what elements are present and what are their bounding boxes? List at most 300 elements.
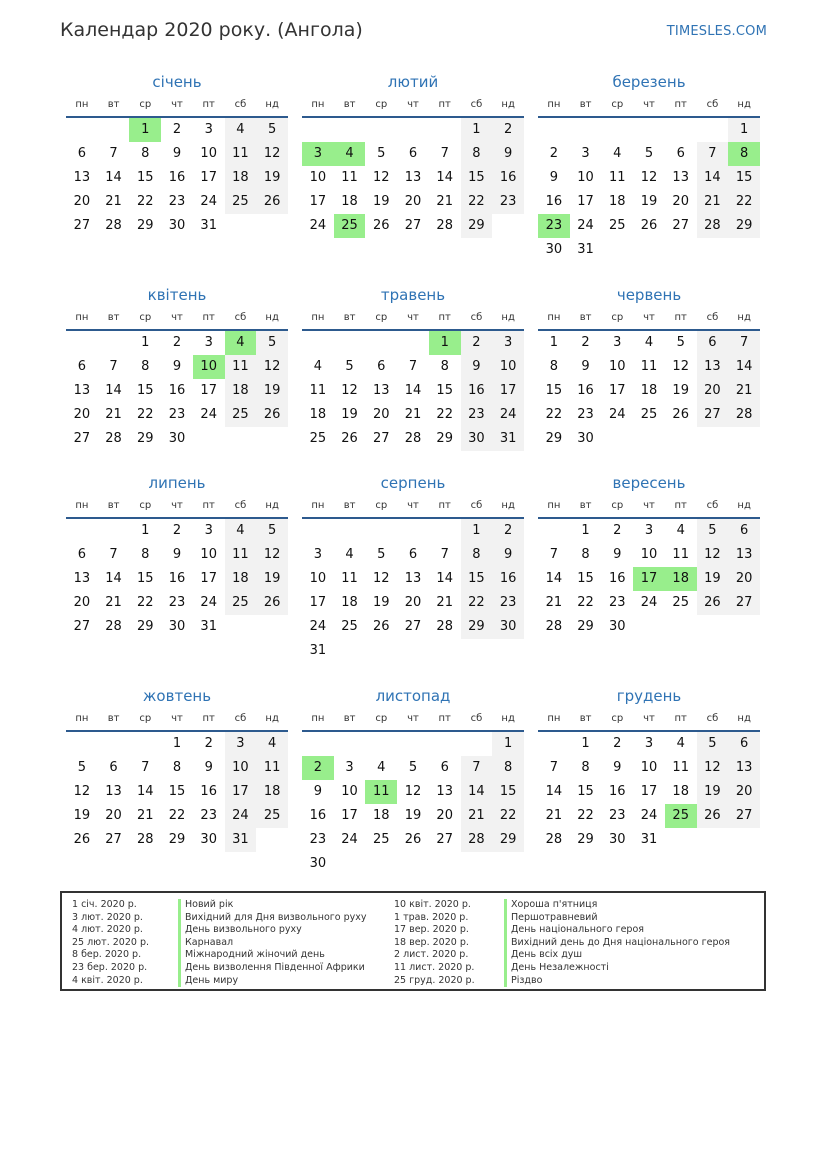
day-cell: 31 (200, 218, 217, 233)
day-cell: 19 (697, 567, 729, 591)
day-cell: 30 (168, 431, 186, 446)
day-cell: 14 (105, 571, 122, 586)
day-cell: 4 (225, 118, 257, 142)
day-cell: 2 (461, 331, 493, 355)
legend-holiday-name: Різдво (504, 975, 764, 988)
day-cell: 9 (172, 547, 182, 562)
day-cell: 9 (613, 547, 622, 562)
day-cell: 19 (341, 407, 358, 422)
day-cell: 21 (404, 407, 422, 422)
day-cell: 3 (613, 335, 622, 350)
day-cell: 10 (225, 756, 257, 780)
day-cell: 5 (697, 732, 729, 756)
day-cell: 31 (225, 828, 257, 852)
day-cell: 15 (577, 571, 594, 586)
day-cell: 14 (105, 170, 122, 185)
day-cell: 28 (461, 828, 493, 852)
day-cell: 31 (309, 643, 327, 658)
day-cell: 7 (728, 331, 760, 355)
weekday-label: сб (706, 99, 719, 110)
month-block (302, 283, 524, 471)
day-cell: 20 (73, 407, 91, 422)
legend-date: 1 січ. 2020 р. (72, 899, 137, 910)
weekday-label: пн (311, 713, 325, 724)
days-grid (302, 732, 524, 876)
day-cell: 22 (461, 190, 493, 214)
weekday-label: нд (265, 312, 279, 323)
day-cell: 14 (105, 383, 122, 398)
day-cell: 12 (373, 571, 390, 586)
day-cell: 12 (256, 142, 288, 166)
day-cell: 14 (697, 166, 729, 190)
month-block (538, 684, 760, 876)
day-cell: 16 (309, 808, 327, 823)
holiday-day-cell: 23 (538, 214, 570, 238)
empty-cell (397, 118, 429, 142)
day-cell: 26 (640, 218, 658, 233)
day-cell: 8 (141, 359, 150, 374)
day-cell: 6 (77, 359, 86, 374)
day-cell: 7 (440, 547, 449, 562)
day-cell: 13 (436, 784, 453, 799)
weekday-label: ср (611, 713, 624, 724)
day-cell: 12 (256, 355, 288, 379)
day-cell: 26 (672, 407, 689, 422)
legend-date: 1 трав. 2020 р. (394, 911, 469, 923)
day-cell: 8 (461, 142, 493, 166)
holiday-day-cell: 3 (302, 142, 334, 166)
day-cell: 1 (141, 523, 150, 538)
day-cell: 10 (200, 146, 217, 161)
day-cell: 23 (168, 595, 186, 610)
day-cell: 25 (309, 431, 327, 446)
weekday-header (66, 307, 288, 331)
day-cell: 2 (581, 335, 590, 350)
legend-date: 4 лют. 2020 р. (72, 924, 143, 936)
empty-cell (538, 118, 570, 142)
day-cell: 18 (640, 383, 658, 398)
day-cell: 20 (436, 808, 453, 823)
day-cell: 21 (728, 379, 760, 403)
weekday-label: вт (107, 99, 120, 110)
day-cell: 20 (728, 780, 760, 804)
day-cell: 13 (73, 383, 91, 398)
day-cell: 27 (73, 431, 91, 446)
day-cell: 7 (549, 547, 558, 562)
day-cell: 15 (577, 784, 594, 799)
legend-date: 8 бер. 2020 р. (72, 949, 142, 961)
weekday-label: пн (547, 99, 561, 110)
weekday-label: ср (611, 312, 624, 323)
month-name: грудень (616, 687, 682, 705)
empty-cell (98, 732, 130, 756)
weekday-label: чт (171, 99, 183, 110)
day-cell: 13 (373, 383, 390, 398)
day-cell: 16 (461, 379, 493, 403)
day-cell: 25 (640, 407, 658, 422)
day-cell: 21 (436, 595, 453, 610)
day-cell: 27 (728, 591, 760, 615)
day-cell: 27 (697, 403, 729, 427)
day-cell: 17 (309, 595, 327, 610)
day-cell: 9 (172, 359, 182, 374)
day-cell: 2 (204, 736, 213, 751)
day-cell: 16 (168, 571, 186, 586)
day-cell: 16 (609, 571, 626, 586)
day-cell: 29 (492, 828, 524, 852)
day-cell: 31 (492, 427, 524, 451)
day-cell: 26 (404, 832, 422, 847)
day-cell: 30 (577, 431, 594, 446)
day-cell: 4 (613, 146, 622, 161)
day-cell: 2 (549, 146, 558, 161)
day-cell: 10 (200, 547, 217, 562)
day-cell: 14 (461, 780, 493, 804)
empty-cell (334, 732, 366, 756)
day-cell: 24 (200, 595, 217, 610)
weekday-label: сб (470, 99, 483, 110)
day-cell: 10 (640, 760, 658, 775)
day-cell: 7 (461, 756, 493, 780)
day-cell: 14 (436, 170, 453, 185)
day-cell: 14 (137, 784, 154, 799)
day-cell: 18 (225, 166, 257, 190)
day-cell: 20 (73, 194, 91, 209)
weekday-label: пн (75, 713, 89, 724)
day-cell: 28 (545, 832, 563, 847)
legend-holiday-name: День визвольного руху (178, 924, 388, 937)
day-cell: 24 (492, 403, 524, 427)
empty-cell (334, 519, 366, 543)
day-cell: 16 (577, 383, 594, 398)
legend-holiday-name: Вихідний для Дня визвольного руху (178, 912, 388, 925)
day-cell: 23 (492, 591, 524, 615)
day-cell: 1 (728, 118, 760, 142)
brand-link[interactable]: TIMESLES.COM (666, 24, 767, 39)
day-cell: 2 (172, 335, 182, 350)
day-cell: 3 (644, 736, 654, 751)
day-cell: 14 (545, 784, 563, 799)
day-cell: 18 (256, 780, 288, 804)
day-cell: 4 (313, 359, 322, 374)
day-cell: 13 (73, 571, 91, 586)
day-cell: 5 (377, 146, 386, 161)
day-cell: 25 (373, 832, 390, 847)
day-cell: 26 (697, 591, 729, 615)
weekday-header (538, 708, 760, 732)
weekday-label: пт (438, 312, 451, 323)
day-cell: 28 (105, 431, 122, 446)
day-cell: 11 (640, 359, 658, 374)
weekday-label: чт (407, 713, 419, 724)
weekday-label: ср (139, 500, 152, 511)
day-cell: 16 (168, 383, 186, 398)
day-cell: 22 (492, 804, 524, 828)
day-cell: 11 (225, 142, 257, 166)
day-cell: 22 (461, 591, 493, 615)
weekday-label: пт (202, 500, 215, 511)
empty-cell (66, 331, 98, 355)
month-block (66, 70, 288, 283)
day-cell: 15 (545, 383, 563, 398)
day-cell: 26 (373, 218, 390, 233)
day-cell: 21 (697, 190, 729, 214)
day-cell: 29 (137, 619, 154, 634)
day-cell: 18 (309, 407, 327, 422)
legend-holiday-name: День національного героя (504, 924, 764, 937)
weekday-label: вт (343, 99, 356, 110)
weekday-label: пн (547, 713, 561, 724)
weekday-header (538, 94, 760, 118)
day-cell: 26 (373, 619, 390, 634)
day-cell: 25 (341, 619, 358, 634)
weekday-label: пн (75, 500, 89, 511)
weekday-label: нд (737, 500, 751, 511)
legend-date: 10 квіт. 2020 р. (394, 899, 471, 910)
day-cell: 3 (204, 122, 213, 137)
weekday-label: ср (375, 713, 388, 724)
empty-cell (66, 732, 98, 756)
day-cell: 18 (341, 194, 358, 209)
day-cell: 10 (341, 784, 358, 799)
day-cell: 8 (549, 359, 558, 374)
month-block (538, 283, 760, 471)
day-cell: 30 (492, 615, 524, 639)
day-cell: 26 (256, 403, 288, 427)
day-cell: 6 (377, 359, 386, 374)
empty-cell (365, 732, 397, 756)
day-cell: 18 (225, 379, 257, 403)
day-cell: 17 (200, 383, 217, 398)
month-block (302, 70, 524, 283)
weekday-header (302, 708, 524, 732)
legend-dates-right (394, 899, 494, 987)
legend-date: 17 вер. 2020 р. (394, 924, 469, 936)
day-cell: 1 (172, 736, 182, 751)
day-cell: 12 (373, 170, 390, 185)
day-cell: 18 (672, 784, 689, 799)
weekday-label: сб (234, 99, 247, 110)
day-cell: 8 (581, 760, 590, 775)
day-cell: 5 (256, 519, 288, 543)
day-cell: 8 (581, 547, 590, 562)
day-cell: 4 (644, 335, 654, 350)
day-cell: 10 (309, 170, 327, 185)
weekday-label: нд (737, 99, 751, 110)
day-cell: 28 (436, 619, 453, 634)
weekday-header (66, 495, 288, 519)
day-cell: 25 (609, 218, 626, 233)
day-cell: 15 (436, 383, 453, 398)
weekday-label: сб (470, 500, 483, 511)
legend-names-left (178, 899, 388, 987)
day-cell: 28 (728, 403, 760, 427)
day-cell: 5 (345, 359, 354, 374)
day-cell: 21 (545, 808, 563, 823)
month-block (66, 684, 288, 876)
day-cell: 22 (545, 407, 563, 422)
legend-date: 23 бер. 2020 р. (72, 961, 148, 973)
day-cell: 21 (137, 808, 154, 823)
day-cell: 10 (640, 547, 658, 562)
days-grid (538, 519, 760, 639)
empty-cell (66, 519, 98, 543)
weekday-label: пт (438, 500, 451, 511)
month-name: січень (152, 73, 202, 91)
day-cell: 17 (341, 808, 358, 823)
day-cell: 30 (309, 856, 327, 871)
weekday-label: чт (171, 312, 183, 323)
day-cell: 15 (137, 383, 154, 398)
empty-cell (98, 519, 130, 543)
day-cell: 14 (545, 571, 563, 586)
day-cell: 23 (577, 407, 594, 422)
day-cell: 13 (73, 170, 91, 185)
day-cell: 11 (609, 170, 626, 185)
day-cell: 4 (345, 547, 354, 562)
day-cell: 25 (225, 403, 257, 427)
page-title: Календар 2020 року. (Ангола) (60, 19, 363, 41)
day-cell: 4 (676, 523, 685, 538)
day-cell: 9 (492, 142, 524, 166)
weekday-label: нд (737, 713, 751, 724)
weekday-label: пт (674, 312, 687, 323)
day-cell: 6 (109, 760, 118, 775)
weekday-label: пн (75, 312, 89, 323)
day-cell: 13 (728, 543, 760, 567)
day-cell: 12 (697, 756, 729, 780)
month-name: березень (612, 73, 686, 91)
month-name: серпень (380, 474, 446, 492)
day-cell: 3 (225, 732, 257, 756)
weekday-label: сб (234, 312, 247, 323)
weekday-label: чт (171, 500, 183, 511)
day-cell: 15 (137, 170, 154, 185)
day-cell: 28 (105, 218, 122, 233)
weekday-label: пт (674, 500, 687, 511)
weekday-label: вт (579, 713, 592, 724)
holiday-day-cell: 25 (334, 214, 366, 238)
weekday-header (302, 94, 524, 118)
weekday-label: пн (547, 312, 561, 323)
day-cell: 9 (492, 543, 524, 567)
weekday-label: вт (107, 500, 120, 511)
day-cell: 20 (404, 194, 422, 209)
empty-cell (397, 331, 429, 355)
day-cell: 11 (225, 355, 257, 379)
day-cell: 3 (644, 523, 654, 538)
day-cell: 9 (581, 359, 590, 374)
day-cell: 30 (545, 242, 563, 257)
weekday-label: чт (643, 312, 655, 323)
weekday-label: нд (501, 312, 515, 323)
month-name: липень (148, 474, 206, 492)
day-cell: 23 (309, 832, 327, 847)
day-cell: 7 (109, 146, 118, 161)
day-cell: 29 (461, 214, 493, 238)
day-cell: 12 (341, 383, 358, 398)
holiday-legend (60, 891, 766, 991)
legend-date: 2 лист. 2020 р. (394, 949, 469, 961)
day-cell: 15 (492, 780, 524, 804)
day-cell: 16 (492, 166, 524, 190)
weekday-label: вт (579, 312, 592, 323)
day-cell: 17 (609, 383, 626, 398)
day-cell: 22 (137, 595, 154, 610)
month-block (302, 684, 524, 876)
day-cell: 19 (404, 808, 422, 823)
day-cell: 29 (461, 615, 493, 639)
day-cell: 11 (309, 383, 327, 398)
day-cell: 7 (440, 146, 449, 161)
day-cell: 6 (77, 146, 86, 161)
holiday-day-cell: 17 (633, 567, 665, 591)
day-cell: 5 (408, 760, 418, 775)
day-cell: 23 (609, 808, 626, 823)
day-cell: 23 (200, 808, 217, 823)
day-cell: 3 (345, 760, 354, 775)
empty-cell (302, 118, 334, 142)
holiday-day-cell: 10 (193, 355, 225, 379)
day-cell: 21 (545, 595, 563, 610)
days-grid (538, 732, 760, 852)
day-cell: 22 (137, 407, 154, 422)
day-cell: 20 (697, 379, 729, 403)
weekday-label: чт (171, 713, 183, 724)
month-name: травень (380, 286, 446, 304)
day-cell: 23 (168, 194, 186, 209)
day-cell: 28 (105, 619, 122, 634)
day-cell: 24 (577, 218, 594, 233)
legend-holiday-name: День миру (178, 975, 388, 988)
day-cell: 2 (492, 519, 524, 543)
day-cell: 20 (373, 407, 390, 422)
day-cell: 11 (256, 756, 288, 780)
weekday-label: чт (407, 99, 419, 110)
legend-date: 11 лист. 2020 р. (394, 961, 475, 973)
day-cell: 15 (728, 166, 760, 190)
day-cell: 29 (137, 431, 154, 446)
day-cell: 2 (613, 523, 622, 538)
day-cell: 1 (461, 519, 493, 543)
day-cell: 21 (105, 407, 122, 422)
day-cell: 17 (225, 780, 257, 804)
legend-holiday-name: День визволення Південної Африки (178, 962, 388, 975)
day-cell: 5 (697, 519, 729, 543)
empty-cell (365, 331, 397, 355)
day-cell: 7 (549, 760, 558, 775)
day-cell: 25 (225, 190, 257, 214)
day-cell: 12 (672, 359, 689, 374)
weekday-label: нд (501, 500, 515, 511)
day-cell: 29 (577, 832, 594, 847)
day-cell: 22 (728, 190, 760, 214)
day-cell: 1 (581, 523, 590, 538)
weekday-label: пн (547, 500, 561, 511)
day-cell: 12 (404, 784, 422, 799)
empty-cell (429, 732, 461, 756)
day-cell: 25 (672, 595, 689, 610)
day-cell: 14 (728, 355, 760, 379)
month-block (66, 283, 288, 471)
weekday-label: вт (343, 312, 356, 323)
legend-holiday-name: Вихідний день до Дня національного героя (504, 937, 764, 950)
days-grid (302, 519, 524, 663)
day-cell: 17 (640, 784, 658, 799)
day-cell: 29 (577, 619, 594, 634)
day-cell: 6 (77, 547, 86, 562)
days-grid (538, 118, 760, 262)
